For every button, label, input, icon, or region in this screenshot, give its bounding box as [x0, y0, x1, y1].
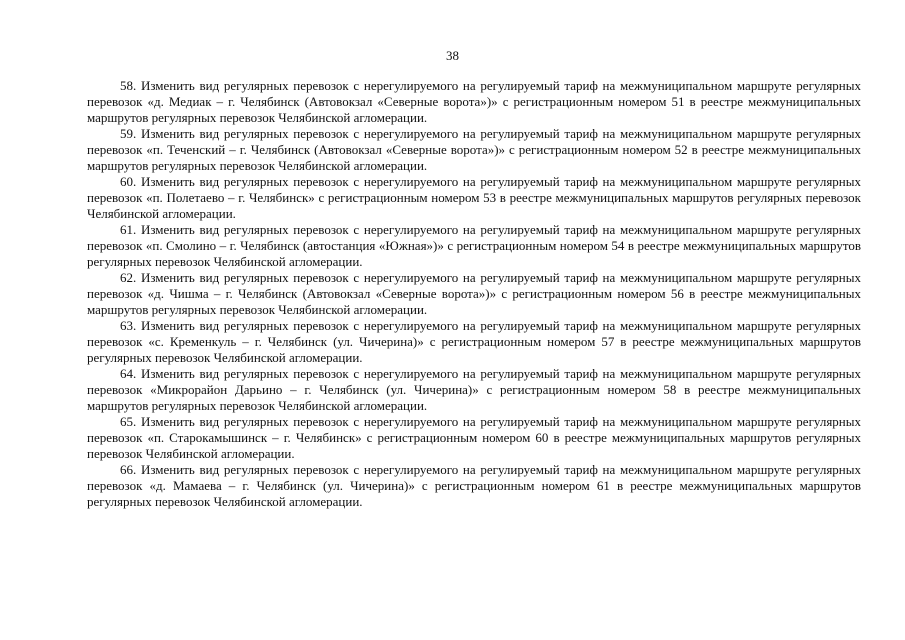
page-number: 38: [446, 48, 459, 63]
paragraph-63: 63. Изменить вид регулярных перевозок с нерегулируемого на регулируемый тариф на межмуниципальном маршруте регулярных перевозок «с. Кременкуль – г. Челябинск (ул. Чичерина)» с регистрационным номером 57 в реестре межмуниципальных маршрутов регулярных перевозок Челябинской агломерации.: [87, 318, 861, 365]
paragraph-64: 64. Изменить вид регулярных перевозок с нерегулируемого на регулируемый тариф на межмуниципальном маршруте регулярных перевозок «Микрорайон Дарьино – г. Челябинск (ул. Чичерина)» с регистрационным номером 58 в реестре межмуниципальных маршрутов регулярных перевозок Челябинской агломерации.: [87, 366, 861, 413]
paragraph-61: 61. Изменить вид регулярных перевозок с нерегулируемого на регулируемый тариф на межмуниципальном маршруте регулярных перевозок «п. Смолино – г. Челябинск (автостанция «Южная»)» с регистрационным номером 54 в реестре межмуниципальных маршрутов регулярных перевозок Челябинской агломерации.: [87, 222, 861, 269]
paragraph-58: 58. Изменить вид регулярных перевозок с нерегулируемого на регулируемый тариф на межмуниципальном маршруте регулярных перевозок «д. Медиак – г. Челябинск (Автовокзал «Северные ворота»)» с регистрационным номером 51 в реестре межмуниципальных маршрутов регулярных перевозок Челябинской агломерации.: [87, 78, 861, 125]
paragraph-66: 66. Изменить вид регулярных перевозок с нерегулируемого на регулируемый тариф на межмуниципальном маршруте регулярных перевозок «д. Мамаева – г. Челябинск (ул. Чичерина)» с регистрационным номером 61 в реестре межмуниципальных маршрутов регулярных перевозок Челябинской агломерации.: [87, 462, 861, 509]
paragraph-65: 65. Изменить вид регулярных перевозок с нерегулируемого на регулируемый тариф на межмуниципальном маршруте регулярных перевозок «п. Старокамышинск – г. Челябинск» с регистрационным номером 60 в реестре межмуниципальных маршрутов регулярных перевозок Челябинской агломерации.: [87, 414, 861, 461]
document-body: [87, 78, 861, 510]
paragraph-60: 60. Изменить вид регулярных перевозок с нерегулируемого на регулируемый тариф на межмуниципальном маршруте регулярных перевозок «п. Полетаево – г. Челябинск» с регистрационным номером 53 в реестре межмуниципальных маршрутов регулярных перевозок Челябинской агломерации.: [87, 174, 861, 221]
paragraph-59: 59. Изменить вид регулярных перевозок с нерегулируемого на регулируемый тариф на межмуниципальном маршруте регулярных перевозок «п. Теченский – г. Челябинск (Автовокзал «Северные ворота»)» с регистрационным номером 52 в реестре межмуниципальных маршрутов регулярных перевозок Челябинской агломерации.: [87, 126, 861, 173]
paragraph-62: 62. Изменить вид регулярных перевозок с нерегулируемого на регулируемый тариф на межмуниципальном маршруте регулярных перевозок «д. Чишма – г. Челябинск (Автовокзал «Северные ворота»)» с регистрационным номером 56 в реестре межмуниципальных маршрутов регулярных перевозок Челябинской агломерации.: [87, 270, 861, 317]
